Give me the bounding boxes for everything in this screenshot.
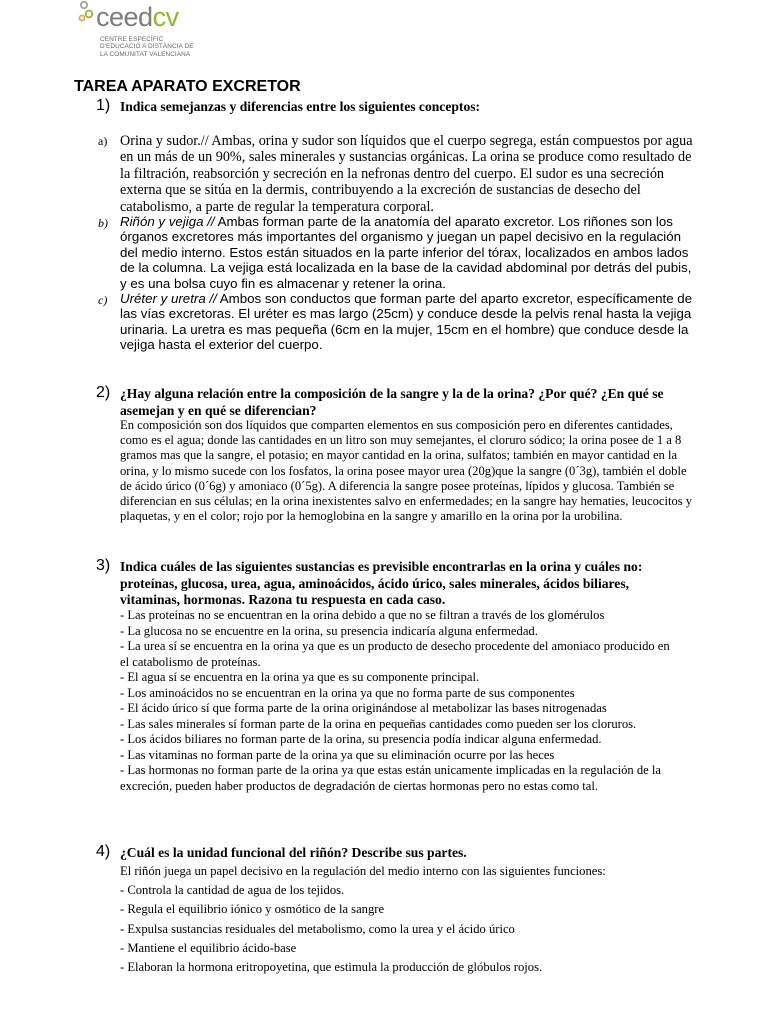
- item-a-body: Orina y sudor.// Ambas, orina y sudor son líquidos que el cuerpo segrega, están compuestos por agua en un más de un 90%, sales minerales y sustancias orgánicas. La orina se produce como resultado de la filtración, reabsorción y secreción en la nefronas dentro del cuerpo. El sudor es una secreción externa que se sitúa en la dermis, contribuyendo a la excreción de sustancias de desecho del catabolismo, a parte de regular la temperatura corporal.: [120, 133, 693, 215]
- list-item: - Las sales minerales sí forman parte de la orina en pequeñas cantidades como pueden ser los cloruros.: [120, 716, 637, 731]
- list-item: - Elaboran la hormona eritropoyetina, que estimula la producción de glóbulos rojos.: [120, 960, 543, 975]
- list-item: - Mantiene el equilibrio ácido-base: [120, 940, 297, 955]
- list-item: - Regula el equilibrio iónico y osmótico de la sangre: [120, 902, 385, 917]
- item-a-letter: a): [98, 134, 108, 148]
- question-3-number: 3): [96, 557, 111, 574]
- question-4-intro: El riñón juega un papel decisivo en la regulación del medio interno con las siguientes funciones:: [120, 864, 606, 878]
- logo-subtitle: CENTRE ESPECÍFIC D'EDUCACIÓ A DISTÀNCIA DE LA COMUNITAT VALENCIANA: [100, 36, 194, 58]
- page-title: TAREA APARATO EXCRETOR: [74, 78, 301, 95]
- list-item: - Controla la cantidad de agua de los tejidos.: [120, 883, 345, 897]
- question-2-answer: En composición son dos líquidos que comparten elementos en sus composición pero en diferentes cantidades, como es el agua; donde las cantidades en un litro son muy semejantes, el cloruro sódico; la orina posee de 1 a 8 gramos mas que la sangre, el potasio; en mayor cantidad en la orina, sulfatos; también en mayor cantidad en la orina, y lo mismo sucede con los fosfatos, la orina posee mayor urea (20g)que la sangre (0´3g), también el doble de ácido úrico (0´6g) y amoniaco (0´5g). A diferencia la sangre posee proteínas, lípidos y glucosa. También se diferencian en sus células; en la orina inexistentes salvo en enfermedades; en la sangre hay hematies, leucocitos y plaquetas, y en el color; rojo por la hemoglobina en la sangre y amarillo en la orina por la urobilina.: [120, 418, 693, 524]
- ceedcv-logo: [78, 0, 228, 64]
- question-1-number: 1): [96, 97, 111, 114]
- question-1-text: Indica semejanzas y diferencias entre los siguientes conceptos:: [120, 99, 481, 114]
- list-item: - Expulsa sustancias residuales del metabolismo, como la urea y el ácido úrico: [120, 921, 515, 936]
- list-item: - Las vitaminas no forman parte de la orina ya que su eliminación ocurre por las heces: [120, 747, 555, 762]
- list-item: - Los aminoácidos no se encuentran en la orina ya que no forma parte de sus componentes: [120, 685, 575, 700]
- question-4-number: 4): [96, 843, 111, 860]
- question-4-answer-list: [120, 881, 680, 977]
- question-3-text: Indica cuáles de las siguientes sustancias es previsible encontrarlas en la orina y cuáles no: proteínas, glucosa, urea, agua, aminoácidos, ácido úrico, sales minerales, ácidos biliares, vitaminas, hormonas. Razona tu respuesta en cada caso.: [120, 559, 643, 607]
- list-item: - El agua sí se encuentra en la orina ya que es su componente principal.: [120, 670, 480, 684]
- item-c-body: Uréter y uretra // Ambos son conductos que forman parte del aparto excretor, específicamente de las vías excretoras. El uréter es mas largo (25cm) y conduce desde la pelvis renal hasta la vejiga urinaria. La uretra es mas pequeña (6cm en la mujer, 15cm en el hombre) que conduce desde la vejiga hasta el exterior del cuerpo.: [120, 291, 693, 353]
- item-b-letter: b): [98, 216, 108, 230]
- list-item: - Las hormonas no forman parte de la orina ya que estas están unicamente implicadas en la regulación de la excreción, pueden haber productos de degradación de ciertas hormonas pero no estas como tal.: [120, 763, 661, 793]
- logo-wordmark: ceedcv: [96, 2, 179, 32]
- item-b-body: Riñón y vejiga // Ambas forman parte de la anatomía del aparato excretor. Los riñones son los órganos excretores más importantes del organismo y juegan un papel decisivo en la regulación del medio interno. Estos están situados en la parte inferior del tórax, localizados en ambos lados de la columna. La vejiga está localizada en la base de la cavidad abdominal por detrás del pubis, y es una bolsa cuyo fin es almacenar y retener la orina.: [120, 214, 692, 291]
- list-item: - El ácido úrico sí que forma parte de la orina originándose al metabolizar las bases nitrogenadas: [120, 701, 607, 715]
- item-c-letter: c): [98, 293, 108, 307]
- question-3-answer-list: [120, 608, 680, 794]
- list-item: - Las proteínas no se encuentran en la orina debido a que no se filtran a través de los glomérulos: [120, 608, 605, 622]
- list-item: - La glucosa no se encuentre en la orina, su presencia indicaría alguna enfermedad.: [120, 623, 538, 638]
- list-item: - Los ácidos biliares no forman parte de la orina, su presencia podía indicar alguna enfermedad.: [120, 732, 602, 746]
- question-4-text: ¿Cuál es la unidad funcional del riñón? Describe sus partes.: [120, 845, 467, 860]
- question-2-number: 2): [96, 384, 111, 401]
- question-2-text: ¿Hay alguna relación entre la composición de la sangre y la de la orina? ¿Por qué? ¿En qué se asemejan y en qué se diferencian?: [120, 386, 664, 418]
- list-item: - La urea sí se encuentra en la orina ya que es un producto de desecho procedente del amoniaco producido en el catabolismo de proteínas.: [120, 639, 670, 669]
